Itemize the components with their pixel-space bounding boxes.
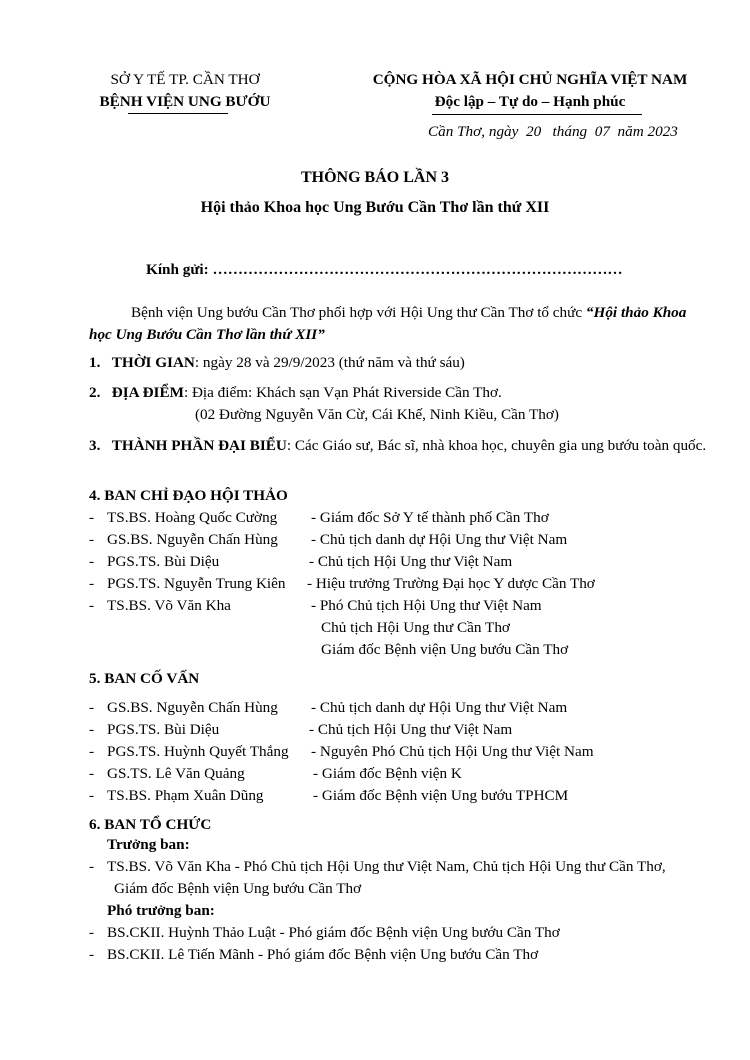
member-role: - Chủ tịch danh dự Hội Ung thư Việt Nam bbox=[311, 531, 568, 548]
greeting-label: Kính gửi: bbox=[146, 261, 209, 278]
greeting-dots: ……………………………………………………………………… bbox=[212, 261, 623, 278]
member-name: TS.BS. Phạm Xuân Dũng bbox=[107, 787, 264, 804]
member-role: - Chủ tịch Hội Ung thư Việt Nam bbox=[309, 553, 513, 570]
greeting-line bbox=[146, 261, 623, 279]
section-place bbox=[89, 384, 502, 402]
section-value: : Địa điểm: Khách sạn Vạn Phát Riverside Cần Thơ. bbox=[183, 384, 502, 401]
member-name: GS.BS. Nguyễn Chấn Hùng bbox=[107, 531, 278, 548]
republic-name: CỘNG HÒA XÃ HỘI CHỦ NGHĨA VIỆT NAM bbox=[372, 71, 688, 88]
member-name: PGS.TS. Nguyễn Trung Kiên bbox=[107, 575, 286, 592]
hospital-name: BỆNH VIỆN UNG BƯỚU bbox=[99, 93, 271, 110]
deputy-label: Phó trưởng ban: bbox=[107, 902, 215, 919]
agency-name: SỞ Y TẾ TP. CẦN THƠ bbox=[110, 71, 260, 88]
intro-paragraph bbox=[89, 302, 697, 346]
head-member: TS.BS. Võ Văn Kha - Phó Chủ tịch Hội Ung thư Việt Nam, Chủ tịch Hội Ung thư Cần Thơ, Giám đốc Bệnh viện Ung bướu Cần Thơ bbox=[107, 858, 666, 897]
organizing-heading: 6. BAN TỔ CHỨC bbox=[89, 816, 212, 833]
member-role: - Nguyên Phó Chủ tịch Hội Ung thư Việt Nam bbox=[311, 743, 594, 760]
member-name: PGS.TS. Bùi Diệu bbox=[107, 721, 220, 738]
hospital-underline bbox=[128, 113, 228, 114]
member-role: - Giám đốc Sở Y tế thành phố Cần Thơ bbox=[311, 509, 549, 526]
member-role: - Chủ tịch Hội Ung thư Việt Nam bbox=[309, 721, 513, 738]
head-label: Trưởng ban: bbox=[107, 836, 190, 853]
steering-heading: 4. BAN CHỈ ĐẠO HỘI THẢO bbox=[89, 487, 288, 504]
member-role: - Phó Chủ tịch Hội Ung thư Việt Nam bbox=[311, 597, 542, 614]
deputy-member: BS.CKII. Huỳnh Thảo Luật - Phó giám đốc Bệnh viện Ung bướu Cần Thơ bbox=[107, 924, 560, 941]
member-extra-role: Giám đốc Bệnh viện Ung bướu Cần Thơ bbox=[321, 641, 569, 658]
member-name: TS.BS. Hoàng Quốc Cường bbox=[107, 509, 278, 526]
section-label: THỜI GIAN bbox=[111, 354, 195, 371]
place-address: (02 Đường Nguyễn Văn Cừ, Cái Khế, Ninh Kiều, Cần Thơ) bbox=[195, 406, 559, 423]
motto-underline bbox=[432, 114, 642, 115]
deputy-member: BS.CKII. Lê Tiến Mãnh - Phó giám đốc Bệnh viện Ung bướu Cần Thơ bbox=[107, 946, 539, 963]
section-label: THÀNH PHẦN ĐẠI BIỂU bbox=[111, 437, 287, 454]
section-number: 1. bbox=[89, 354, 101, 371]
member-name: TS.BS. Võ Văn Kha bbox=[107, 597, 231, 614]
member-name: PGS.TS. Huỳnh Quyết Thắng bbox=[107, 743, 289, 760]
document-title: THÔNG BÁO LẦN 3 bbox=[300, 169, 449, 186]
section-time bbox=[89, 354, 465, 372]
advisory-heading: 5. BAN CỐ VẤN bbox=[89, 670, 200, 687]
intro-text: Bệnh viện Ung bướu Cần Thơ phối hợp với Hội Ung thư Cần Thơ tổ chức bbox=[131, 304, 586, 321]
section-delegates bbox=[89, 435, 723, 457]
member-extra-role: Chủ tịch Hội Ung thư Cần Thơ bbox=[321, 619, 510, 636]
document-subtitle: Hội thảo Khoa học Ung Bướu Cần Thơ lần thứ XII bbox=[200, 199, 550, 216]
member-role: - Chủ tịch danh dự Hội Ung thư Việt Nam bbox=[311, 699, 568, 716]
section-value: : Các Giáo sư, Bác sĩ, nhà khoa học, chuyên gia ung bướu toàn quốc. bbox=[286, 437, 707, 454]
section-value: : ngày 28 và 29/9/2023 (thứ năm và thứ sáu) bbox=[194, 354, 465, 371]
national-motto: Độc lập – Tự do – Hạnh phúc bbox=[434, 93, 626, 110]
date-line: Cần Thơ, ngày 20 tháng 07 năm 2023 bbox=[428, 123, 678, 140]
member-role: - Giám đốc Bệnh viện K bbox=[313, 765, 462, 782]
member-name: GS.TS. Lê Văn Quảng bbox=[107, 765, 245, 782]
section-number: 2. bbox=[89, 384, 101, 401]
intro-event-name: “Hội thảo Khoa học Ung Bướu Cần Thơ lần thứ XII” bbox=[89, 304, 687, 343]
member-name: GS.BS. Nguyễn Chấn Hùng bbox=[107, 699, 278, 716]
member-role: - Giám đốc Bệnh viện Ung bướu TPHCM bbox=[313, 787, 569, 804]
member-role: - Hiệu trưởng Trường Đại học Y dược Cần Thơ bbox=[307, 575, 595, 592]
section-number: 3. bbox=[89, 437, 101, 454]
member-name: PGS.TS. Bùi Diệu bbox=[107, 553, 220, 570]
section-label: ĐỊA ĐIỂM bbox=[111, 384, 184, 401]
